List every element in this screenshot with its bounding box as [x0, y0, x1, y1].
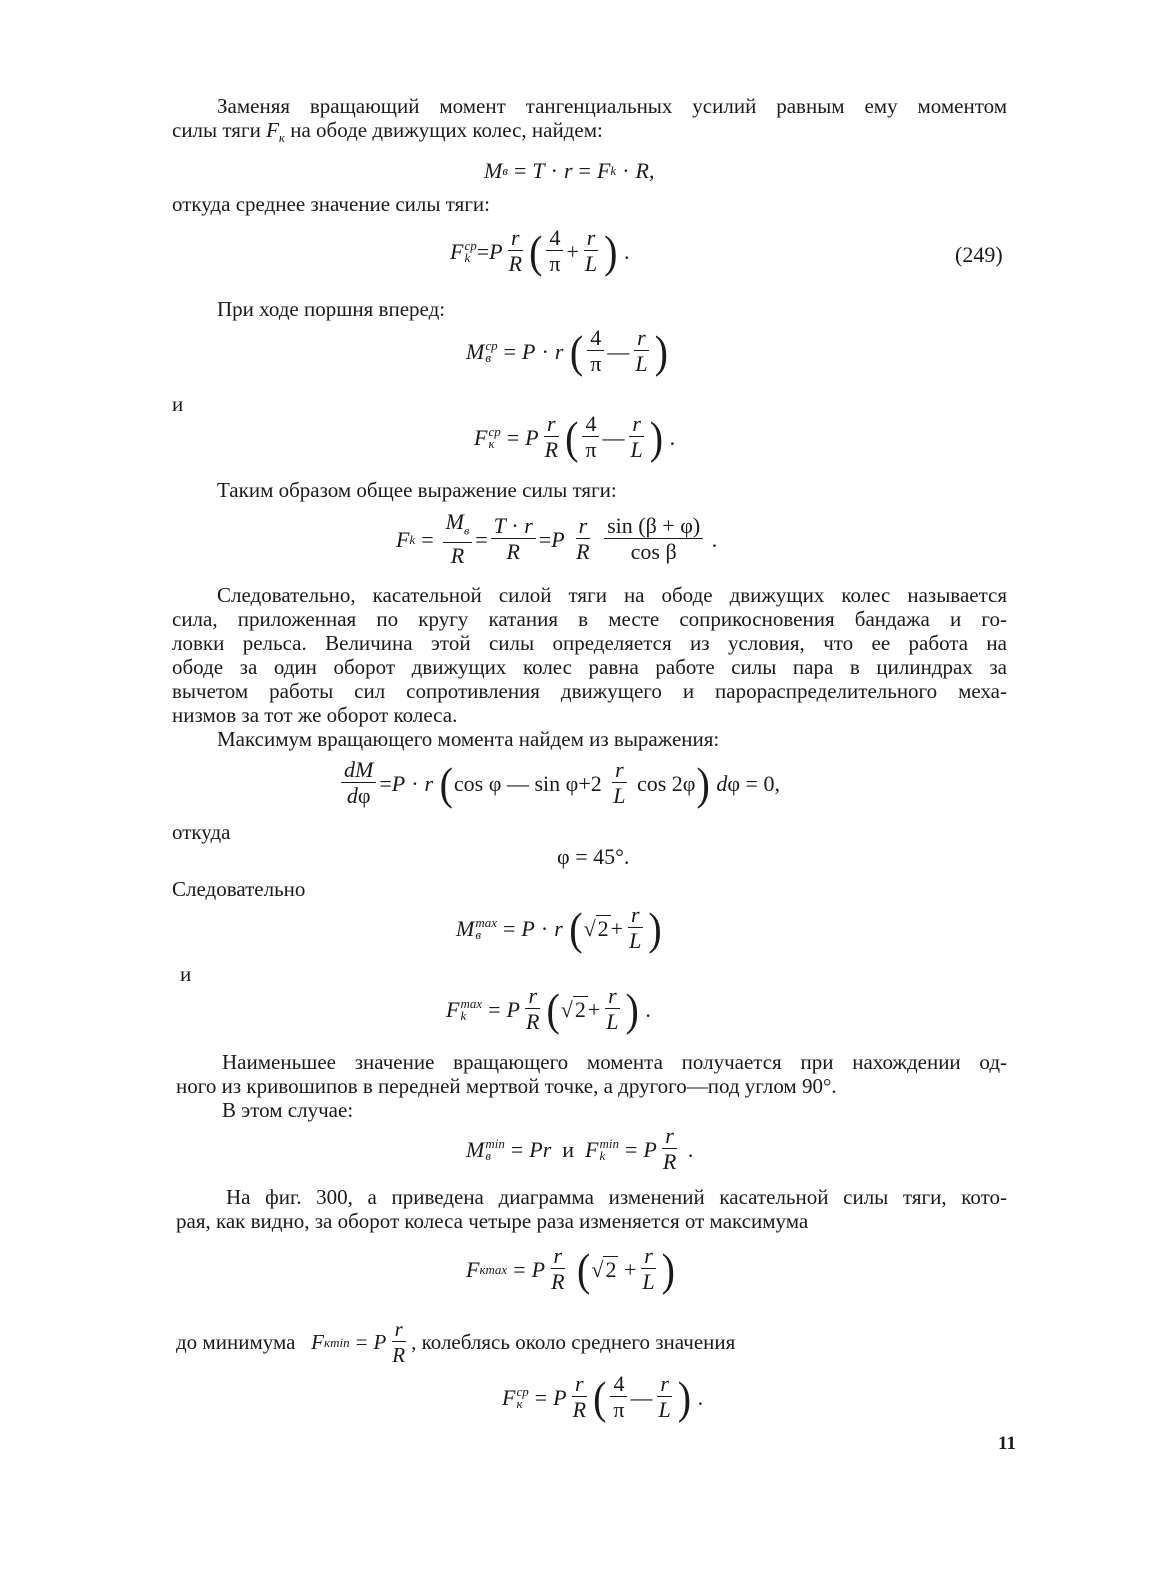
paragraph-line: ловки рельса. Величина этой силы определяется из условия, что ее работа на — [172, 631, 1007, 655]
equation-moment: M в = T · r = F k · R , — [484, 158, 655, 183]
paragraph-line: силы тяги $F_к$ на ободе движущих колес, найдем: — [172, 118, 603, 146]
equation-f-max: F max k = P $\frac{r}{R}$ ( √2 + $\frac{r}{L}$ ) . — [446, 983, 651, 1035]
paragraph-line: На фиг. 300, а приведена диаграмма изменений касательной силы тяги, кото- — [226, 1185, 1007, 1209]
paragraph-line: ободе за один оборот движущих колес равна работе силы пара в цилиндрах за — [172, 655, 1007, 679]
paragraph-line: низмов за тот же оборот колеса. — [172, 703, 458, 727]
text: на ободе движущих колес, найдем: — [290, 118, 603, 142]
paragraph-line: Наименьшее значение вращающего момента получается при нахождении од- — [222, 1050, 1007, 1074]
paragraph-line: откуда среднее значение силы тяги: — [172, 192, 491, 216]
paragraph-line: до минимума F к min = P $\frac{r}{R}$ , колеблясь около среднего значения — [176, 1317, 736, 1367]
equation-249: F ср k = P $\frac{r}{R}$ ( $\frac{4}{\pi}$ + $\frac{r}{L}$ ) . — [450, 225, 630, 277]
paragraph-line: откуда — [172, 820, 231, 844]
equation-number: (249) — [955, 242, 1003, 267]
paragraph-line: Следовательно, касательной силой тяги на ободе движущих колес называется — [217, 583, 1007, 607]
paragraph-line: При ходе поршня вперед: — [217, 297, 446, 321]
equation-phi: φ = 45°. — [557, 844, 630, 869]
equation-f-avg-final: F ср к = P $\frac{r}{R}$ ( $\frac{4}{\pi}$ — $\frac{r}{L}$ ) . — [502, 1371, 704, 1423]
text-and: и — [172, 392, 184, 416]
equation-derivative: $\frac{dM}{d\varphi}$ = P · r ( cos φ — sin φ+2 $\frac{r}{L}$ cos 2φ ) d φ = 0, — [338, 758, 780, 809]
equation-f-avg: F ср к = P $\frac{r}{R}$ ( $\frac{4}{\pi}$ — $\frac{r}{L}$ ) . — [474, 411, 676, 463]
equation-fk-max: F к max = P $\frac{r}{R}$ ( √2 + $\frac{r}{L}$ ) — [466, 1243, 675, 1295]
paragraph-line: Заменяя вращающий момент тангенциальных усилий равным ему моментом — [217, 94, 1007, 118]
equation-min: M min в = Pr и F min k = P $\frac{r}{R}$ . — [466, 1123, 694, 1174]
text-and: и — [180, 962, 192, 986]
paragraph-line: вычетом работы сил сопротивления движущего и парораспределительного меха- — [172, 679, 1007, 703]
text: силы тяги — [172, 118, 261, 142]
text: до минимума — [176, 1330, 296, 1354]
paragraph-line: Таким образом общее выражение силы тяги: — [217, 478, 617, 502]
paragraph-line: рая, как видно, за оборот колеса четыре раза изменяется от максимума — [176, 1209, 809, 1233]
paragraph-line: В этом случае: — [222, 1098, 354, 1122]
page-number: 11 — [998, 1433, 1016, 1454]
equation-general: F k = $\frac{M_в}{R}$ = $\frac{T \cdot r}{R}$ = P $\frac{r}{R}$ $\frac{\sin (\beta + \varphi)}{\text{cos β}}$ . — [396, 509, 718, 569]
equation-m-max: M max в = P · r ( √2 + $\frac{r}{L}$ ) — [456, 902, 662, 954]
paragraph-line: ного из кривошипов в передней мертвой точке, а другого—под углом 90°. — [176, 1074, 837, 1098]
paragraph-line: Максимум вращающего момента найдем из выражения: — [217, 727, 720, 751]
paragraph-line: сила, приложенная по кругу катания в месте соприкосновения бандажа и го- — [172, 607, 1007, 631]
equation-m-avg: M ср в = P · r ( $\frac{4}{\pi}$ — $\frac{r}{L}$ ) — [466, 325, 668, 377]
paragraph-line: Следовательно — [172, 877, 306, 901]
text-and: и — [562, 1136, 575, 1162]
text: , колеблясь около среднего значения — [411, 1330, 736, 1354]
